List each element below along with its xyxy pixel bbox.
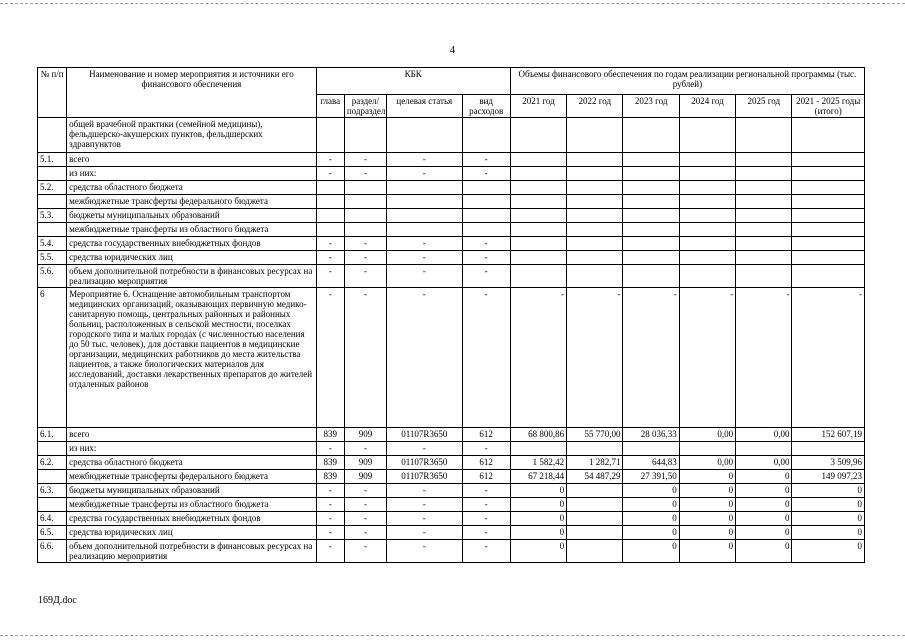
cell-2023 bbox=[623, 209, 679, 223]
cell-vid: - bbox=[462, 442, 510, 456]
cell-celevaya bbox=[387, 118, 462, 153]
table-row bbox=[38, 251, 865, 265]
cell-2022 bbox=[567, 153, 623, 167]
cell-total: - bbox=[792, 288, 865, 428]
cell-2021: 0 bbox=[510, 512, 566, 526]
cell-2021: 0 bbox=[510, 540, 566, 563]
cell-razdel: - bbox=[344, 498, 386, 512]
cell-2022 bbox=[567, 209, 623, 223]
cell-2023 bbox=[623, 195, 679, 209]
cell-2023: 0 bbox=[623, 540, 679, 563]
cell-name: всего bbox=[67, 428, 317, 442]
cell-2024 bbox=[679, 237, 735, 251]
header-razdel: раздел/ подраздел bbox=[344, 95, 386, 118]
cell-2025: 0 bbox=[736, 512, 792, 526]
cell-razdel: - bbox=[344, 526, 386, 540]
header-2024: 2024 год bbox=[679, 95, 735, 118]
cell-celevaya: - bbox=[387, 237, 462, 251]
cell-2022 bbox=[567, 540, 623, 563]
cell-name: средства областного бюджета bbox=[67, 181, 317, 195]
cell-2025: 0,00 bbox=[736, 456, 792, 470]
cell-2021 bbox=[510, 251, 566, 265]
cell-2021: 0 bbox=[510, 498, 566, 512]
cell-2022 bbox=[567, 251, 623, 265]
cell-total: 0 bbox=[792, 540, 865, 563]
cell-2024 bbox=[679, 251, 735, 265]
cell-num: 6.4. bbox=[38, 512, 67, 526]
cell-2022 bbox=[567, 526, 623, 540]
cell-name: межбюджетные трансферты федерального бюджета bbox=[67, 470, 317, 484]
header-vid: вид расходов bbox=[462, 95, 510, 118]
cell-2025: 0,00 bbox=[736, 428, 792, 442]
cell-num: 5.1. bbox=[38, 153, 67, 167]
cell-glava: - bbox=[316, 526, 344, 540]
cell-razdel: - bbox=[344, 288, 386, 428]
cell-name: из них: bbox=[67, 167, 317, 181]
cell-2024: 0,00 bbox=[679, 428, 735, 442]
cell-vid: - bbox=[462, 484, 510, 498]
cell-total: 152 607,19 bbox=[792, 428, 865, 442]
cell-total: 0 bbox=[792, 512, 865, 526]
cell-total bbox=[792, 442, 865, 456]
cell-2021 bbox=[510, 209, 566, 223]
cell-2023 bbox=[623, 237, 679, 251]
cell-name: Мероприятие 6. Оснащение автомобильным транспортом медицинских организаций, оказывающих первичную медико-санитарную помощь, центральных районных и районных больниц, расположенных в сельской местности, поселках городского типа и малых городах (с численностью населения до 50 тыс. человек), для доставки пациентов в медицинские организации, медицинских работников до места жительства пациентов, а также биологических материалов для исследований, доставки лекарственных препаратов до жителей отдаленных районов bbox=[67, 288, 317, 428]
cell-2023 bbox=[623, 265, 679, 288]
cell-name: бюджеты муниципальных образований bbox=[67, 209, 317, 223]
cell-2021 bbox=[510, 265, 566, 288]
cell-2021 bbox=[510, 223, 566, 237]
cell-2024 bbox=[679, 153, 735, 167]
cell-total: 0 bbox=[792, 498, 865, 512]
cell-glava: - bbox=[316, 265, 344, 288]
cell-2024: 0 bbox=[679, 498, 735, 512]
header-name: Наименование и номер мероприятия и источники его финансового обеспечения bbox=[67, 68, 317, 118]
table-row bbox=[38, 470, 865, 484]
cell-celevaya: 01107R3650 bbox=[387, 428, 462, 442]
header-2022: 2022 год bbox=[567, 95, 623, 118]
table-row bbox=[38, 456, 865, 470]
cell-celevaya: - bbox=[387, 498, 462, 512]
cell-total bbox=[792, 237, 865, 251]
cell-num bbox=[38, 223, 67, 237]
cell-num: 6 bbox=[38, 288, 67, 428]
cell-2024 bbox=[679, 181, 735, 195]
cell-razdel: - bbox=[344, 512, 386, 526]
cell-2024: 0 bbox=[679, 540, 735, 563]
cell-glava: 839 bbox=[316, 428, 344, 442]
cell-2021 bbox=[510, 181, 566, 195]
cell-total bbox=[792, 223, 865, 237]
cell-name: всего bbox=[67, 153, 317, 167]
cell-celevaya bbox=[387, 195, 462, 209]
cell-2023 bbox=[623, 223, 679, 237]
cell-razdel: 909 bbox=[344, 428, 386, 442]
cell-num bbox=[38, 498, 67, 512]
table-row bbox=[38, 512, 865, 526]
cell-glava: - bbox=[316, 153, 344, 167]
cell-glava: - bbox=[316, 498, 344, 512]
cell-2025 bbox=[736, 118, 792, 153]
cell-name: средства областного бюджета bbox=[67, 456, 317, 470]
cell-2021 bbox=[510, 237, 566, 251]
cell-2025: - bbox=[736, 288, 792, 428]
cell-num bbox=[38, 195, 67, 209]
cell-vid: - bbox=[462, 237, 510, 251]
table-row bbox=[38, 167, 865, 181]
cell-2023 bbox=[623, 442, 679, 456]
table-row bbox=[38, 265, 865, 288]
cell-vid: - bbox=[462, 512, 510, 526]
cell-vid: 612 bbox=[462, 428, 510, 442]
cell-vid: - bbox=[462, 540, 510, 563]
cell-2023 bbox=[623, 251, 679, 265]
cell-celevaya: - bbox=[387, 153, 462, 167]
cell-razdel: - bbox=[344, 442, 386, 456]
cell-name: из них: bbox=[67, 442, 317, 456]
cell-2023: 0 bbox=[623, 498, 679, 512]
cell-vid bbox=[462, 209, 510, 223]
cell-razdel: 909 bbox=[344, 456, 386, 470]
cell-name: средства юридических лиц bbox=[67, 526, 317, 540]
table-row bbox=[38, 442, 865, 456]
cell-razdel bbox=[344, 209, 386, 223]
header-glava: глава bbox=[316, 95, 344, 118]
cell-2023: 0 bbox=[623, 512, 679, 526]
cell-num: 6.1. bbox=[38, 428, 67, 442]
cell-vid: - bbox=[462, 498, 510, 512]
cell-name: средства юридических лиц bbox=[67, 251, 317, 265]
cell-razdel: - bbox=[344, 265, 386, 288]
cell-glava bbox=[316, 118, 344, 153]
cell-name: средства государственных внебюджетных фондов bbox=[67, 512, 317, 526]
cell-2021: 0 bbox=[510, 526, 566, 540]
cell-2025 bbox=[736, 153, 792, 167]
cell-num: 6.3. bbox=[38, 484, 67, 498]
cell-num: 6.2. bbox=[38, 456, 67, 470]
cell-2021: 68 800,86 bbox=[510, 428, 566, 442]
cell-2024 bbox=[679, 223, 735, 237]
header-total: 2021 - 2025 годы (итого) bbox=[792, 95, 865, 118]
table-row bbox=[38, 237, 865, 251]
cell-glava: - bbox=[316, 512, 344, 526]
cell-vid bbox=[462, 195, 510, 209]
cell-name: межбюджетные трансферты из областного бюджета bbox=[67, 223, 317, 237]
cell-name: межбюджетные трансферты федерального бюджета bbox=[67, 195, 317, 209]
cell-glava: - bbox=[316, 167, 344, 181]
cell-name: объем дополнительной потребности в финансовых ресурсах на реализацию мероприятия bbox=[67, 540, 317, 563]
cell-name: общей врачебной практики (семейной медицины), фельдшерско-акушерских пунктов, фельдшерских здравпунктов bbox=[67, 118, 317, 153]
cell-num: 5.4. bbox=[38, 237, 67, 251]
cell-2021 bbox=[510, 195, 566, 209]
cell-celevaya: - bbox=[387, 484, 462, 498]
cell-2024 bbox=[679, 167, 735, 181]
cell-2021: 0 bbox=[510, 484, 566, 498]
cell-total: 0 bbox=[792, 484, 865, 498]
cell-2022 bbox=[567, 181, 623, 195]
cell-2025 bbox=[736, 265, 792, 288]
table-row bbox=[38, 153, 865, 167]
cell-razdel bbox=[344, 181, 386, 195]
cell-num: 5.3. bbox=[38, 209, 67, 223]
cell-2022 bbox=[567, 223, 623, 237]
cell-vid: - bbox=[462, 153, 510, 167]
table-row bbox=[38, 223, 865, 237]
cell-2025 bbox=[736, 223, 792, 237]
cell-vid: - bbox=[462, 288, 510, 428]
cell-celevaya bbox=[387, 223, 462, 237]
cell-total: 0 bbox=[792, 526, 865, 540]
cell-glava: - bbox=[316, 484, 344, 498]
cell-2023: 28 036,33 bbox=[623, 428, 679, 442]
cell-celevaya: - bbox=[387, 251, 462, 265]
cell-total bbox=[792, 118, 865, 153]
cell-num bbox=[38, 167, 67, 181]
table-row bbox=[38, 118, 865, 153]
table-row bbox=[38, 540, 865, 563]
table-row bbox=[38, 498, 865, 512]
header-2023: 2023 год bbox=[623, 95, 679, 118]
cell-glava: 839 bbox=[316, 470, 344, 484]
cell-razdel: - bbox=[344, 484, 386, 498]
cell-celevaya bbox=[387, 209, 462, 223]
cell-2024 bbox=[679, 265, 735, 288]
cell-num: 5.5. bbox=[38, 251, 67, 265]
cell-2024: 0,00 bbox=[679, 456, 735, 470]
cell-2025 bbox=[736, 209, 792, 223]
cell-razdel: 909 bbox=[344, 470, 386, 484]
cell-glava: - bbox=[316, 288, 344, 428]
cell-2025 bbox=[736, 181, 792, 195]
cell-2021: 1 582,42 bbox=[510, 456, 566, 470]
cell-2024: 0 bbox=[679, 512, 735, 526]
cell-2024 bbox=[679, 195, 735, 209]
cell-total bbox=[792, 251, 865, 265]
header-celevaya: целевая статья bbox=[387, 95, 462, 118]
cell-2023: 0 bbox=[623, 484, 679, 498]
cell-2022: 54 487,29 bbox=[567, 470, 623, 484]
cell-2024: 0 bbox=[679, 470, 735, 484]
cell-num: 5.2. bbox=[38, 181, 67, 195]
cell-celevaya: 01107R3650 bbox=[387, 456, 462, 470]
cell-vid: - bbox=[462, 167, 510, 181]
cell-name: объем дополнительной потребности в финансовых ресурсах на реализацию мероприятия bbox=[67, 265, 317, 288]
cell-2023 bbox=[623, 153, 679, 167]
cell-celevaya: - bbox=[387, 442, 462, 456]
cell-2023: 0 bbox=[623, 526, 679, 540]
header-num: № п/п bbox=[38, 68, 67, 118]
cell-2022 bbox=[567, 498, 623, 512]
cell-2025: 0 bbox=[736, 484, 792, 498]
cell-2021 bbox=[510, 442, 566, 456]
cell-total: 3 509,96 bbox=[792, 456, 865, 470]
cell-vid: - bbox=[462, 265, 510, 288]
header-kbk: КБК bbox=[316, 68, 510, 95]
cell-total bbox=[792, 209, 865, 223]
cell-2025: 0 bbox=[736, 470, 792, 484]
cell-2023: - bbox=[623, 288, 679, 428]
cell-2023: 27 391,50 bbox=[623, 470, 679, 484]
cell-glava bbox=[316, 223, 344, 237]
cell-2021 bbox=[510, 167, 566, 181]
cell-2025 bbox=[736, 237, 792, 251]
cell-celevaya bbox=[387, 181, 462, 195]
cell-celevaya: - bbox=[387, 540, 462, 563]
financing-table bbox=[37, 67, 865, 563]
cell-total bbox=[792, 265, 865, 288]
cell-2023 bbox=[623, 167, 679, 181]
footer-filename: 169Д.doc bbox=[38, 595, 77, 606]
cell-total bbox=[792, 153, 865, 167]
cell-2022 bbox=[567, 118, 623, 153]
cell-2025 bbox=[736, 195, 792, 209]
table-row bbox=[38, 209, 865, 223]
cell-razdel bbox=[344, 195, 386, 209]
cell-2021: 67 218,44 bbox=[510, 470, 566, 484]
cell-glava bbox=[316, 195, 344, 209]
cell-name: бюджеты муниципальных образований bbox=[67, 484, 317, 498]
cell-2024 bbox=[679, 118, 735, 153]
cell-2023 bbox=[623, 181, 679, 195]
cell-num bbox=[38, 442, 67, 456]
cell-total bbox=[792, 167, 865, 181]
cell-razdel: - bbox=[344, 540, 386, 563]
header-2025: 2025 год bbox=[736, 95, 792, 118]
cell-2022 bbox=[567, 442, 623, 456]
cell-razdel: - bbox=[344, 251, 386, 265]
cell-2024: - bbox=[679, 288, 735, 428]
cell-2022 bbox=[567, 484, 623, 498]
cell-total bbox=[792, 195, 865, 209]
cell-2022 bbox=[567, 167, 623, 181]
page-number: 4 bbox=[449, 44, 456, 56]
cell-celevaya: - bbox=[387, 167, 462, 181]
cell-vid: - bbox=[462, 526, 510, 540]
cell-name: межбюджетные трансферты из областного бюджета bbox=[67, 498, 317, 512]
cell-2022 bbox=[567, 265, 623, 288]
cell-2021 bbox=[510, 118, 566, 153]
cell-2024 bbox=[679, 442, 735, 456]
table-row bbox=[38, 428, 865, 442]
cell-2021: - bbox=[510, 288, 566, 428]
cell-celevaya: - bbox=[387, 526, 462, 540]
cell-glava: - bbox=[316, 237, 344, 251]
cell-2025: 0 bbox=[736, 498, 792, 512]
cell-razdel: - bbox=[344, 153, 386, 167]
cell-glava: 839 bbox=[316, 456, 344, 470]
cell-2023: 644,83 bbox=[623, 456, 679, 470]
page-top-border bbox=[0, 3, 905, 4]
cell-name: средства государственных внебюджетных фондов bbox=[67, 237, 317, 251]
cell-2024: 0 bbox=[679, 526, 735, 540]
table-row bbox=[38, 484, 865, 498]
header-volumes: Объемы финансового обеспечения по годам реализации региональной программы (тыс. рублей) bbox=[510, 68, 864, 95]
cell-vid: - bbox=[462, 251, 510, 265]
cell-razdel: - bbox=[344, 237, 386, 251]
table-row bbox=[38, 181, 865, 195]
cell-2025: 0 bbox=[736, 540, 792, 563]
cell-razdel: - bbox=[344, 167, 386, 181]
cell-2024: 0 bbox=[679, 484, 735, 498]
cell-2025 bbox=[736, 251, 792, 265]
cell-2022 bbox=[567, 512, 623, 526]
header-2021: 2021 год bbox=[510, 95, 566, 118]
cell-total: 149 097,23 bbox=[792, 470, 865, 484]
cell-2022: 1 282,71 bbox=[567, 456, 623, 470]
table-row bbox=[38, 526, 865, 540]
cell-razdel bbox=[344, 223, 386, 237]
cell-2022: - bbox=[567, 288, 623, 428]
cell-2025: 0 bbox=[736, 526, 792, 540]
cell-glava: - bbox=[316, 442, 344, 456]
cell-2021 bbox=[510, 153, 566, 167]
cell-2025 bbox=[736, 442, 792, 456]
table-row bbox=[38, 288, 865, 428]
cell-celevaya: - bbox=[387, 265, 462, 288]
cell-celevaya: 01107R3650 bbox=[387, 470, 462, 484]
cell-2022 bbox=[567, 195, 623, 209]
cell-glava bbox=[316, 181, 344, 195]
cell-2025 bbox=[736, 167, 792, 181]
cell-glava: - bbox=[316, 251, 344, 265]
cell-vid bbox=[462, 223, 510, 237]
cell-glava: - bbox=[316, 540, 344, 563]
cell-total bbox=[792, 181, 865, 195]
cell-num: 6.5. bbox=[38, 526, 67, 540]
cell-num bbox=[38, 118, 67, 153]
cell-celevaya: - bbox=[387, 512, 462, 526]
cell-vid bbox=[462, 118, 510, 153]
cell-vid: 612 bbox=[462, 456, 510, 470]
table-row bbox=[38, 195, 865, 209]
cell-num bbox=[38, 470, 67, 484]
cell-2022 bbox=[567, 237, 623, 251]
cell-num: 5.6. bbox=[38, 265, 67, 288]
cell-vid bbox=[462, 181, 510, 195]
cell-num: 6.6. bbox=[38, 540, 67, 563]
cell-2024 bbox=[679, 209, 735, 223]
cell-razdel bbox=[344, 118, 386, 153]
cell-vid: 612 bbox=[462, 470, 510, 484]
cell-glava bbox=[316, 209, 344, 223]
page-bottom-border bbox=[0, 635, 905, 636]
cell-2022: 55 770,00 bbox=[567, 428, 623, 442]
table-body bbox=[38, 118, 865, 563]
cell-2023 bbox=[623, 118, 679, 153]
cell-celevaya: - bbox=[387, 288, 462, 428]
